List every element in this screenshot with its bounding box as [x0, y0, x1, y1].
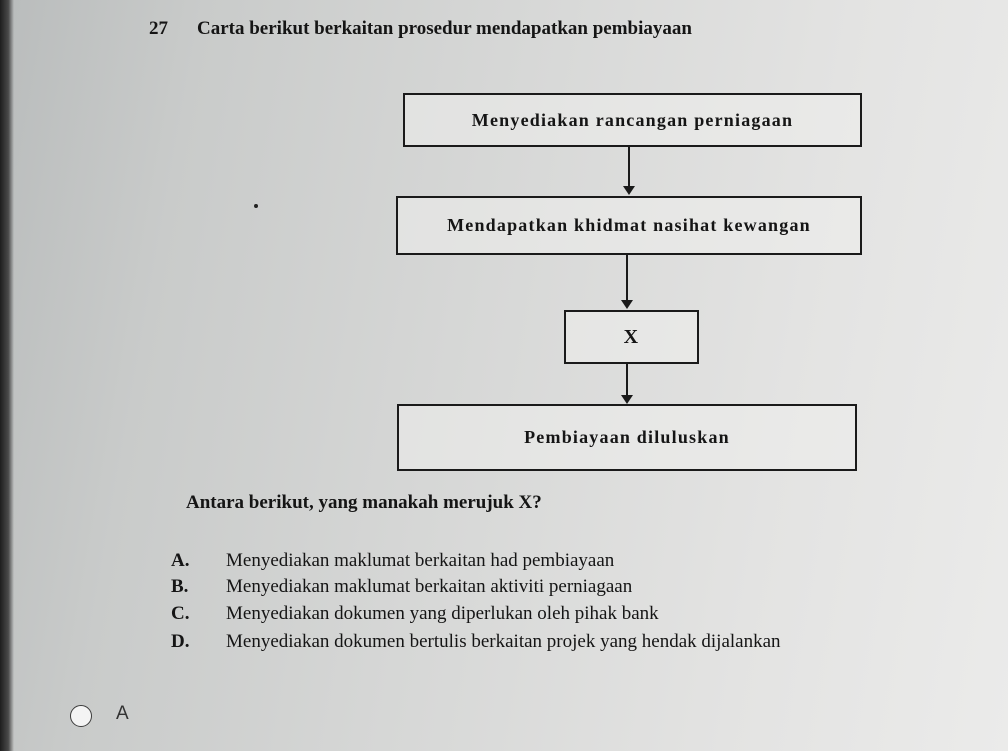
option-text: Menyediakan dokumen bertulis berkaitan projek yang hendak dijalankan	[226, 631, 781, 652]
option-text: Menyediakan dokumen yang diperlukan oleh pihak bank	[226, 603, 659, 624]
option-letter: C.	[171, 603, 190, 624]
option-letter: B.	[171, 576, 189, 597]
flowchart-arrow-3	[621, 364, 633, 404]
flowchart-arrow-2	[621, 255, 633, 309]
page-edge-shadow	[0, 0, 14, 751]
stray-dot	[254, 204, 258, 208]
answer-label[interactable]: A	[116, 703, 129, 724]
flowchart-arrow-1	[623, 147, 635, 195]
answer-radio-button[interactable]	[70, 705, 92, 727]
option-text: Menyediakan maklumat berkaitan had pembiayaan	[226, 550, 615, 571]
question-prompt: Antara berikut, yang manakah merujuk X?	[186, 492, 542, 513]
question-title: Carta berikut berkaitan prosedur mendapatkan pembiayaan	[197, 18, 692, 39]
option-letter: A.	[171, 550, 190, 571]
flowchart-step-x: X	[564, 310, 699, 364]
option-letter: D.	[171, 631, 190, 652]
question-number: 27	[149, 18, 168, 39]
option-text: Menyediakan maklumat berkaitan aktiviti perniagaan	[226, 576, 633, 597]
flowchart-step-2: Mendapatkan khidmat nasihat kewangan	[396, 196, 862, 255]
flowchart-step-1: Menyediakan rancangan perniagaan	[403, 93, 862, 147]
flowchart-step-4: Pembiayaan diluluskan	[397, 404, 857, 471]
